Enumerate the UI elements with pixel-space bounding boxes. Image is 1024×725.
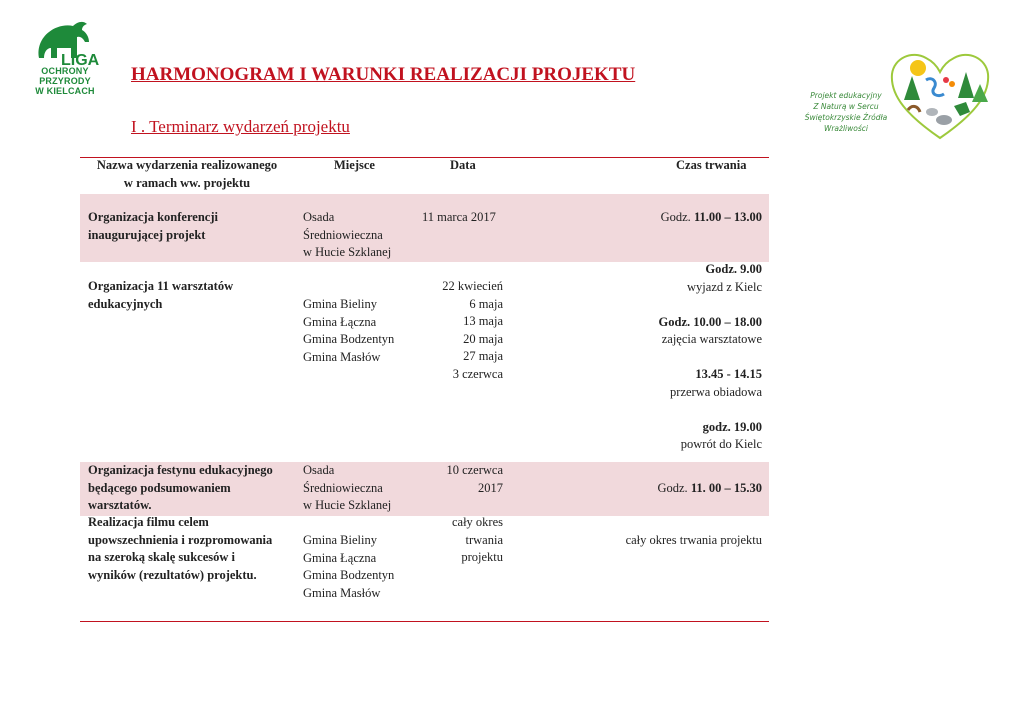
row-2-duration: Godz. 9.00 wyjazd z Kielc Godz. 10.00 – 18.00 zajęcia warsztatowe 13.45 - 14.15 przerwa obiadowa godz. 19.00 powrót do Kielc bbox=[658, 262, 762, 451]
row-2-dates: 22 kwiecień 6 maja 13 maja 20 maja 27 maja 3 czerwca bbox=[442, 279, 503, 381]
project-logo-line-3: Świętokrzyskie Źródła Wrażliwości bbox=[804, 113, 888, 133]
row-1-duration: Godz. 11.00 – 13.00 bbox=[660, 210, 762, 224]
project-logo bbox=[784, 50, 994, 145]
header-place: Miejsce bbox=[334, 158, 375, 172]
header-duration: Czas trwania bbox=[676, 158, 747, 172]
row-3-event: Organizacja festynu edukacyjnego będącego podsumowaniem warsztatów. bbox=[88, 463, 273, 512]
row-1-place: Osada Średniowieczna w Hucie Szklanej bbox=[303, 210, 392, 259]
row-3-duration: Godz. 11. 00 – 15.30 bbox=[657, 481, 762, 495]
row-3-place: Osada Średniowieczna w Hucie Szklanej bbox=[303, 463, 392, 512]
table-bottom-rule bbox=[80, 621, 769, 622]
liga-ochrony-przyrody-logo bbox=[34, 18, 100, 96]
project-logo-line-1: Projekt edukacyjny bbox=[810, 91, 882, 100]
header-event-name: Nazwa wydarzenia realizowanego w ramach ww. projektu bbox=[96, 158, 278, 190]
page-title: HARMONOGRAM I WARUNKI REALIZACJI PROJEKTU bbox=[131, 64, 636, 85]
logo-line-3: W KIELCACH bbox=[35, 86, 95, 96]
svg-text:LIGA: LIGA bbox=[61, 52, 100, 69]
row-2-place: Gmina Bieliny Gmina Łączna Gmina Bodzentyn Gmina Masłów bbox=[303, 297, 395, 364]
row-2-event: Organizacja 11 warsztatów edukacyjnych bbox=[88, 279, 234, 311]
row-3-date: 10 czerwca 2017 bbox=[446, 463, 503, 495]
header-date: Data bbox=[450, 158, 476, 172]
row-1-date: 11 marca 2017 bbox=[422, 210, 496, 224]
logo-line-1: OCHRONY bbox=[41, 66, 89, 76]
bison-icon bbox=[35, 18, 100, 69]
row-4-event: Realizacja filmu celem upowszechnienia i rozpromowania na szeroką skalę sukcesów i wyników (rezultatów) projektu. bbox=[88, 515, 273, 582]
section-subtitle: I . Terminarz wydarzeń projektu bbox=[131, 117, 350, 136]
row-4-date: cały okres trwania projektu bbox=[451, 515, 503, 564]
logo-line-2: PRZYRODY bbox=[39, 76, 91, 86]
row-4-duration: cały okres trwania projektu bbox=[625, 533, 762, 547]
row-4-place: Gmina Bieliny Gmina Łączna Gmina Bodzentyn Gmina Masłów bbox=[303, 533, 395, 600]
heart-landscape-icon bbox=[888, 50, 992, 142]
project-logo-line-2: Z Naturą w Sercu bbox=[813, 102, 879, 111]
row-1-event: Organizacja konferencji inaugurującej projekt bbox=[88, 210, 218, 242]
